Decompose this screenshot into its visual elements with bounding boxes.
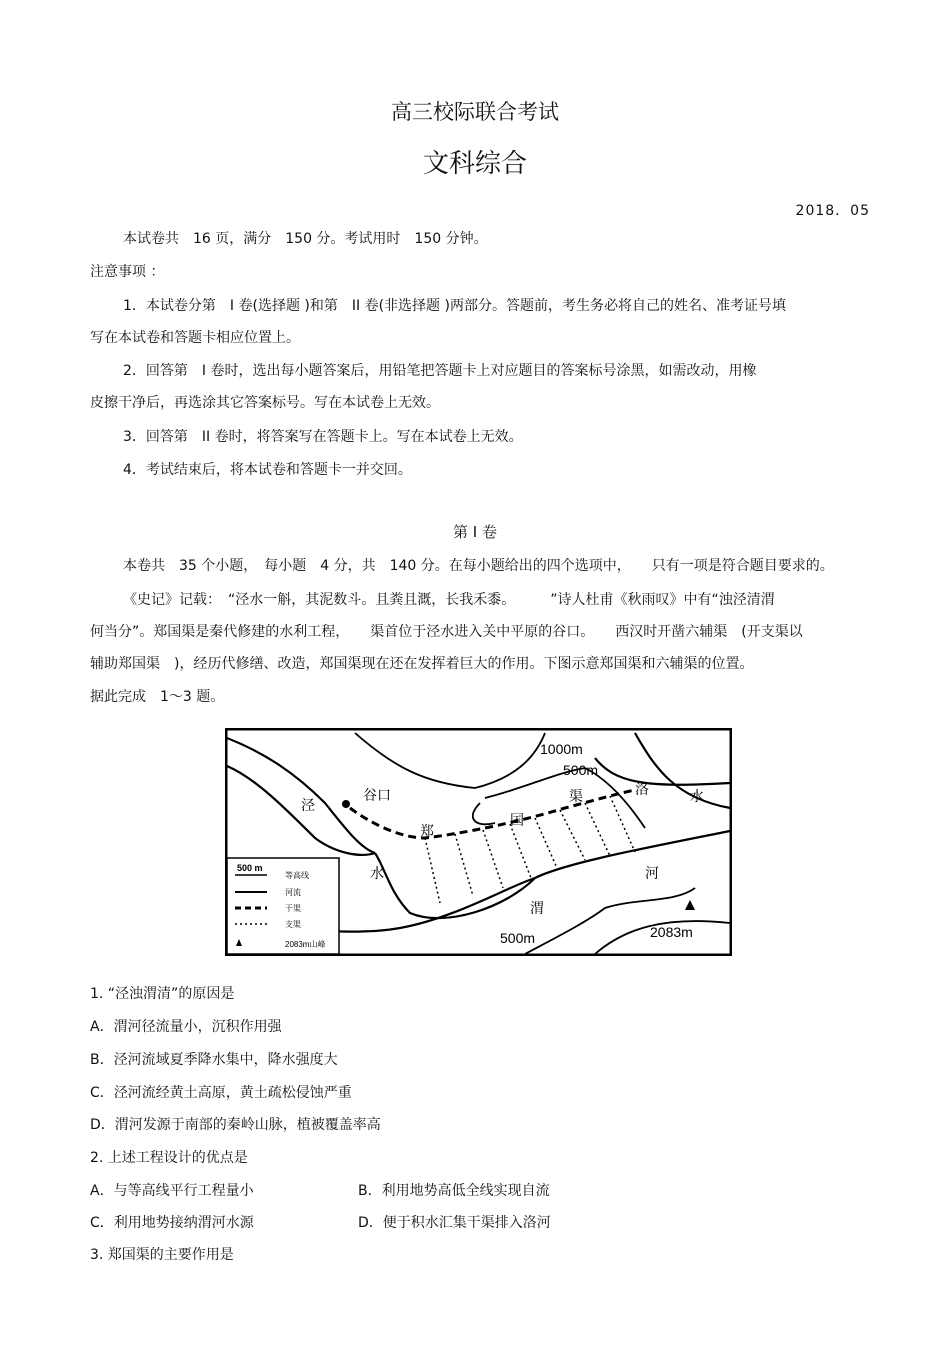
label-wei: 渭 (530, 900, 544, 916)
question-2-option-a: A．与等高线平行工程量小 (90, 1183, 254, 1199)
legend-peak: 2083m山峰 (285, 940, 326, 949)
question-2-option-c: C．利用地势接纳渭河水源 (90, 1215, 254, 1231)
question-1-option-d: D．渭河发源于南部的秦岭山脉，植被覆盖率高 (90, 1117, 381, 1133)
section-instruction: 本卷共 35 个小题， 每小题 4 分，共 140 分。在每小题给出的四个选项中， 只有一项是符合题目要求的。 (123, 558, 834, 574)
legend-main-canal: 干渠 (285, 904, 301, 913)
label-zheng: 郑 (420, 823, 434, 839)
question-2-option-d: D．便于积水汇集干渠排入洛河 (358, 1215, 551, 1231)
canal-map (225, 728, 732, 956)
legend-contour: 等高线 (285, 871, 309, 880)
notice-1-line-1: 1．本试卷分第 I 卷(选择题 )和第 II 卷(非选择题 )两部分。答题前，考生务必将自己的姓名、准考证号填 (123, 298, 786, 314)
passage-line-3: 辅助郑国渠 )，经历代修缮、改造，郑国渠现在还在发挥着巨大的作用。下图示意郑国渠和六辅渠的位置。 (90, 656, 754, 672)
label-peak: 2083m (650, 924, 693, 940)
subject-title: 文科综合 (422, 149, 527, 179)
label-contour-500-top: 500m (563, 762, 599, 778)
notice-2-line-2: 皮擦干净后，再选涂其它答案标号。写在本试卷上无效。 (90, 395, 440, 411)
label-qu: 渠 (569, 788, 583, 804)
label-shui-left: 水 (370, 865, 384, 881)
passage-line-4: 据此完成 1～3 题。 (90, 689, 225, 705)
notice-heading: 注意事项 ： (90, 264, 165, 280)
label-luo: 洛 (635, 781, 649, 797)
legend-contour-value: 500 m (237, 863, 263, 873)
notice-4: 4．考试结束后，将本试卷和答题卡一并交回。 (123, 462, 412, 478)
notice-3: 3．回答第 II 卷时，将答案写在答题卡上。写在本试卷上无效。 (123, 429, 523, 445)
notice-1-line-2: 写在本试卷和答题卡相应位置上。 (90, 330, 300, 346)
gukou-marker (342, 800, 350, 808)
passage-line-2: 何当分”。郑国渠是秦代修建的水利工程， 渠首位于泾水进入关中平原的谷口。 西汉时开凿六辅渠 (开支渠以 (90, 624, 803, 640)
legend-river: 河流 (285, 888, 301, 897)
question-2-option-b: B．利用地势高低全线实现自流 (358, 1183, 550, 1199)
label-he: 河 (645, 865, 659, 881)
label-shui-right: 水 (690, 788, 704, 804)
label-gukou: 谷口 (363, 787, 391, 803)
legend-branch-canal: 支渠 (285, 920, 301, 929)
exam-date: 2018．05 (795, 203, 870, 219)
exam-title: 高三校际联合考试 (391, 100, 559, 124)
label-contour-1000: 1000m (540, 741, 583, 757)
passage-line-1: 《史记》记载： “泾水一斛，其泥数斗。且粪且溉，长我禾黍。 ”诗人杜甫《秋雨叹》中有“浊泾清渭 (123, 592, 775, 608)
label-guo: 国 (510, 812, 524, 828)
question-1-option-a: A．渭河径流量小，沉积作用强 (90, 1019, 282, 1035)
section-heading: 第 I 卷 (453, 523, 497, 541)
notice-2-line-1: 2．回答第 I 卷时，选出每小题答案后，用铅笔把答题卡上对应题目的答案标号涂黑，如需改动，用橡 (123, 363, 757, 379)
label-contour-500-bottom: 500m (500, 930, 536, 946)
map-legend (227, 858, 339, 954)
question-1-option-b: B．泾河流域夏季降水集中，降水强度大 (90, 1052, 338, 1068)
question-3-stem: 3. 郑国渠的主要作用是 (90, 1247, 234, 1263)
exam-info: 本试卷共 16 页，满分 150 分。考试用时 150 分钟。 (123, 231, 488, 247)
label-jing: 泾 (301, 797, 315, 813)
question-1-stem: 1. “泾浊渭清”的原因是 (90, 986, 235, 1002)
question-1-option-c: C．泾河流经黄土高原，黄土疏松侵蚀严重 (90, 1085, 352, 1101)
question-2-stem: 2. 上述工程设计的优点是 (90, 1150, 248, 1166)
